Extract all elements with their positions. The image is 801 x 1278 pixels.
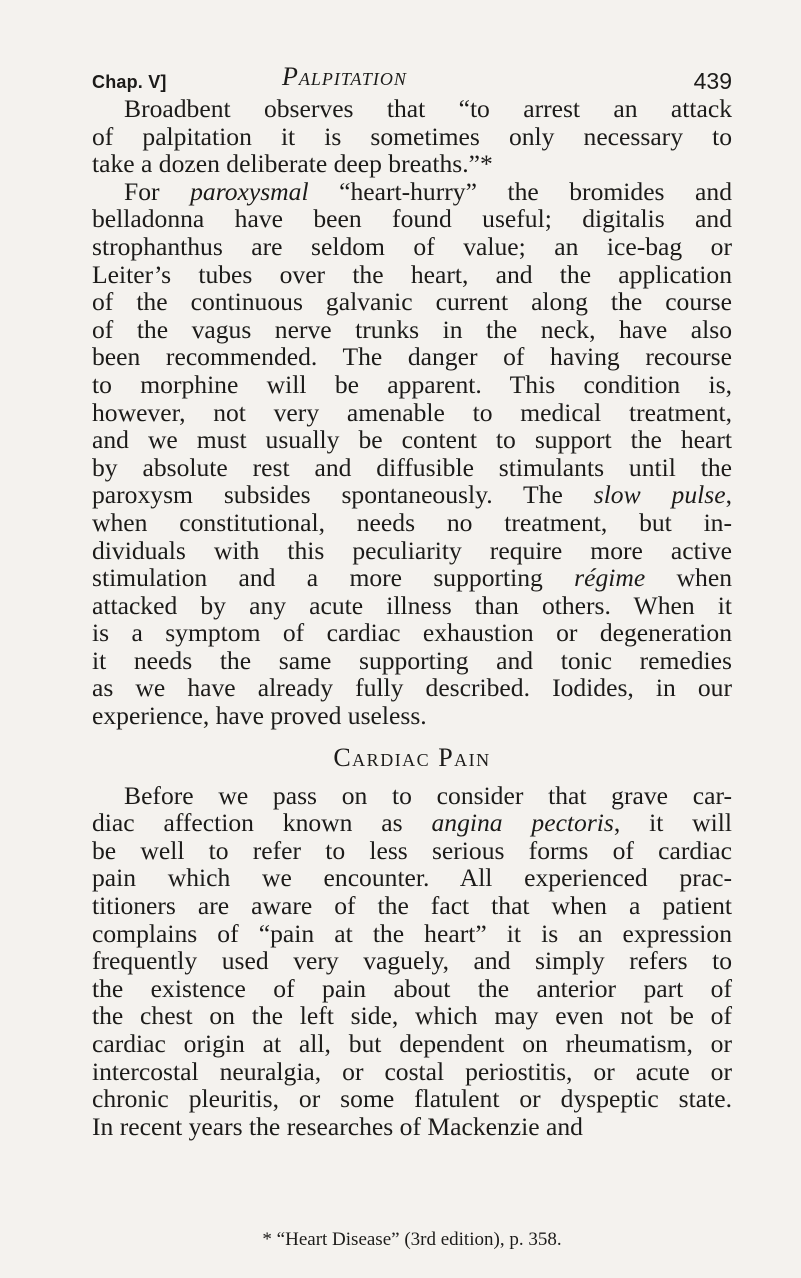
running-header [92, 56, 732, 96]
text-line [92, 123, 732, 151]
text-line [92, 592, 732, 620]
text-run: In recent years the researches of Mackenzie and [92, 1111, 583, 1141]
text-run: of the vagus nerve trunks in the neck, have also [92, 314, 732, 344]
text-line [92, 261, 732, 289]
text-line [92, 782, 732, 810]
text-run: when [645, 563, 732, 593]
paragraph [92, 178, 732, 730]
text-run: complains of “pain at the heart” it is an expression [92, 918, 732, 948]
text-run: diac affection known as [92, 808, 432, 838]
text-run: “heart-hurry” the bromides and [308, 176, 732, 206]
text-line [92, 95, 732, 123]
text-line [92, 702, 732, 730]
text-line [92, 1085, 732, 1113]
text-line [92, 809, 732, 837]
italic-text: angina pectoris [431, 808, 614, 838]
text-run: been recommended. The danger of having recourse [92, 342, 732, 372]
text-run: stimulation and a more supporting [92, 563, 575, 593]
text-line [92, 1058, 732, 1086]
text-run: of palpitation it is sometimes only necessary to [92, 121, 732, 151]
text-run: strophanthus are seldom of value; an ice-bag or [92, 231, 732, 261]
text-line [92, 509, 732, 537]
text-line [92, 975, 732, 1003]
text-line [92, 864, 732, 892]
text-run: the chest on the left side, which may even not be of [92, 1001, 732, 1031]
text-run: is a symptom of cardiac exhaustion or degeneration [92, 618, 732, 648]
text-run: when constitutional, needs no treatment, but in- [92, 507, 732, 537]
text-run: to morphine will be apparent. This condition is, [92, 369, 732, 399]
text-run: titioners are aware of the fact that when a patient [92, 891, 732, 921]
text-line [92, 343, 732, 371]
text-run: Broadbent observes that “to arrest an attack [124, 94, 732, 123]
text-line [92, 1113, 732, 1141]
text-run: intercostal neuralgia, or costal periostitis, or acute or [92, 1056, 732, 1086]
text-line [92, 619, 732, 647]
text-run: experience, have proved useless. [92, 701, 427, 731]
italic-text: régime [574, 563, 646, 593]
text-line [92, 564, 732, 592]
text-run: take a dozen deliberate deep breaths.”* [92, 149, 493, 179]
text-run: Leiter’s tubes over the heart, and the application [92, 259, 732, 289]
text-run: For [124, 176, 191, 206]
paragraph [92, 95, 732, 178]
text-run: by absolute rest and diffusible stimulants until the [92, 452, 732, 482]
text-line [92, 481, 732, 509]
section-heading: Cardiac Pain [333, 742, 491, 772]
text-line [92, 1030, 732, 1058]
running-title: Palpitation [282, 62, 407, 91]
paragraph [92, 782, 732, 1141]
text-run: , [725, 480, 732, 510]
text-line [92, 454, 732, 482]
text-line [92, 426, 732, 454]
text-run: attacked by any acute illness than others. When it [92, 590, 732, 620]
text-run: frequently used very vaguely, and simply refers to [92, 946, 732, 976]
text-line [92, 150, 732, 178]
text-line [92, 1002, 732, 1030]
page-body [92, 95, 732, 1140]
chapter-label: Chap. V] [92, 72, 167, 92]
text-run: paroxysm subsides spontaneously. The [92, 480, 594, 510]
text-run: be well to refer to less serious forms of cardiac [92, 835, 732, 865]
text-run: Before we pass on to consider that grave car- [124, 780, 732, 810]
italic-text: slow pulse [593, 480, 726, 510]
text-line [92, 647, 732, 675]
text-line [92, 837, 732, 865]
text-run: the existence of pain about the anterior part of [92, 973, 732, 1003]
text-line [92, 371, 732, 399]
text-line [92, 316, 732, 344]
text-line [92, 205, 732, 233]
text-line [92, 399, 732, 427]
text-run: , it will [613, 808, 732, 838]
text-run: as we have already fully described. Iodides, in our [92, 673, 732, 703]
text-run: and we must usually be content to support the heart [92, 425, 732, 455]
page-number: 439 [693, 68, 732, 94]
text-line [92, 920, 732, 948]
text-run: however, not very amenable to medical treatment, [92, 397, 732, 427]
text-run: belladonna have been found useful; digitalis and [92, 204, 732, 234]
text-run: dividuals with this peculiarity require more active [92, 535, 732, 565]
text-line [92, 947, 732, 975]
text-run: it needs the same supporting and tonic remedies [92, 645, 732, 675]
text-line [92, 233, 732, 261]
footnote: * “Heart Disease” (3rd edition), p. 358. [262, 1229, 562, 1250]
text-line [92, 537, 732, 565]
text-line [92, 288, 732, 316]
text-line [92, 892, 732, 920]
text-line [92, 178, 732, 206]
italic-text: paroxysmal [190, 176, 309, 206]
text-run: pain which we encounter. All experienced prac- [92, 863, 732, 893]
text-run: chronic pleuritis, or some flatulent or dyspeptic state. [92, 1084, 732, 1114]
text-run: of the continuous galvanic current along the course [92, 287, 732, 317]
text-run: cardiac origin at all, but dependent on rheumatism, or [92, 1029, 732, 1058]
text-line [92, 674, 732, 702]
